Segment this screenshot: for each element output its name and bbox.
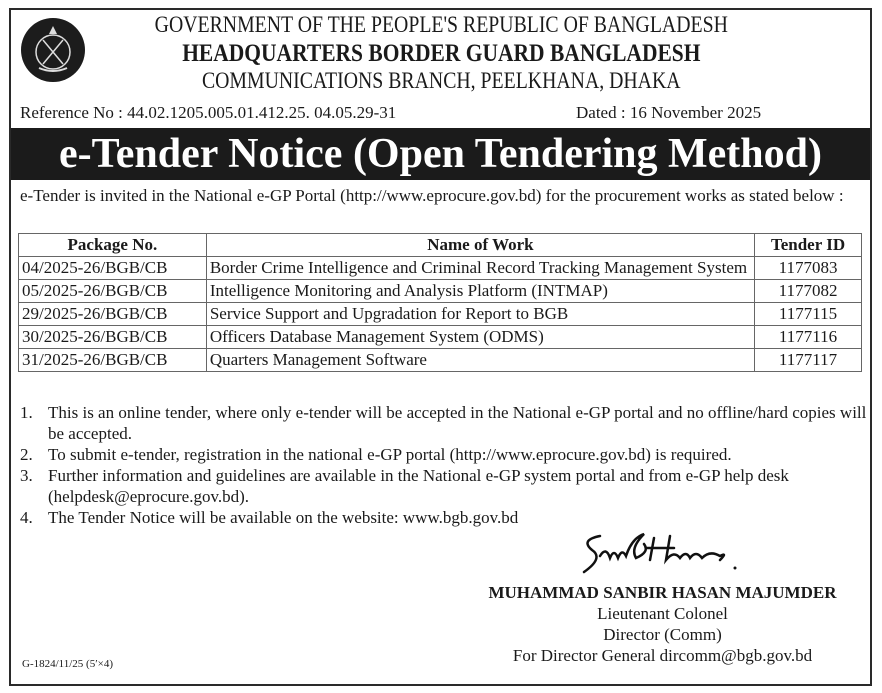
notice-date: Dated : 16 November 2025 (576, 103, 762, 122)
signature-icon (570, 528, 750, 578)
work-name: Officers Database Management System (ODMS) (206, 326, 754, 349)
work-name: Border Crime Intelligence and Criminal Record Tracking Management System (206, 257, 754, 280)
note-number: 3. (20, 466, 33, 485)
signatory-name: MUHAMMAD SANBIR HASAN MAJUMDER (488, 583, 837, 602)
table-header-row (19, 234, 862, 257)
package-no: 05/2025-26/BGB/CB (19, 280, 207, 303)
note-number: 1. (20, 403, 33, 422)
table-row (19, 280, 862, 303)
signatory-designation: Director (Comm) (603, 625, 722, 644)
hq-heading: HEADQUARTERS BORDER GUARD BANGLADESH (181, 40, 701, 67)
notes-list (20, 402, 868, 528)
column-header: Name of Work (206, 234, 754, 257)
work-name: Service Support and Upgradation for Report to BGB (206, 303, 754, 326)
note-text: To submit e-tender, registration in the national e-GP portal (http://www.eprocure.gov.bd) is required. (48, 445, 732, 464)
table-row (19, 303, 862, 326)
note-item (20, 465, 868, 507)
signatory-for: For Director General dircomm@bgb.gov.bd (512, 646, 813, 665)
reference-number: Reference No : 44.02.1205.005.01.412.25. 04.05.29-31 (20, 103, 397, 122)
note-number: 2. (20, 445, 33, 464)
signatory-rank: Lieutenant Colonel (597, 604, 728, 623)
notice-title: e-Tender Notice (Open Tendering Method) (11, 128, 870, 180)
table-row (19, 326, 862, 349)
note-item (20, 444, 868, 465)
footer-code: G-1824/11/25 (5′×4) (22, 658, 113, 670)
branch-heading: COMMUNICATIONS BRANCH, PEELKHANA, DHAKA (201, 68, 681, 93)
tender-id: 1177117 (755, 349, 862, 372)
tender-table (18, 233, 862, 372)
tender-id: 1177082 (755, 280, 862, 303)
tender-id: 1177116 (755, 326, 862, 349)
package-no: 31/2025-26/BGB/CB (19, 349, 207, 372)
tender-id: 1177115 (755, 303, 862, 326)
work-name: Quarters Management Software (206, 349, 754, 372)
table-row (19, 257, 862, 280)
intro-text: e-Tender is invited in the National e-GP Portal (http://www.eprocure.gov.bd) for the procurement works as stated below : (20, 186, 844, 205)
signature-block (470, 582, 855, 666)
govt-heading: GOVERNMENT OF THE PEOPLE'S REPUBLIC OF BANGLADESH (154, 12, 728, 37)
note-item (20, 507, 868, 528)
note-text: This is an online tender, where only e-tender will be accepted in the National e-GP portal and no offline/hard copies will be accepted. (48, 403, 867, 443)
note-text: The Tender Notice will be available on the website: www.bgb.gov.bd (48, 508, 519, 527)
tender-id: 1177083 (755, 257, 862, 280)
note-number: 4. (20, 508, 33, 527)
package-no: 30/2025-26/BGB/CB (19, 326, 207, 349)
package-no: 29/2025-26/BGB/CB (19, 303, 207, 326)
column-header: Package No. (19, 234, 207, 257)
note-item (20, 402, 868, 444)
package-no: 04/2025-26/BGB/CB (19, 257, 207, 280)
note-text: Further information and guidelines are available in the National e-GP system portal and from e-GP help desk (helpdesk@eprocure.gov.bd). (48, 466, 789, 506)
work-name: Intelligence Monitoring and Analysis Platform (INTMAP) (206, 280, 754, 303)
column-header: Tender ID (755, 234, 862, 257)
table-row (19, 349, 862, 372)
